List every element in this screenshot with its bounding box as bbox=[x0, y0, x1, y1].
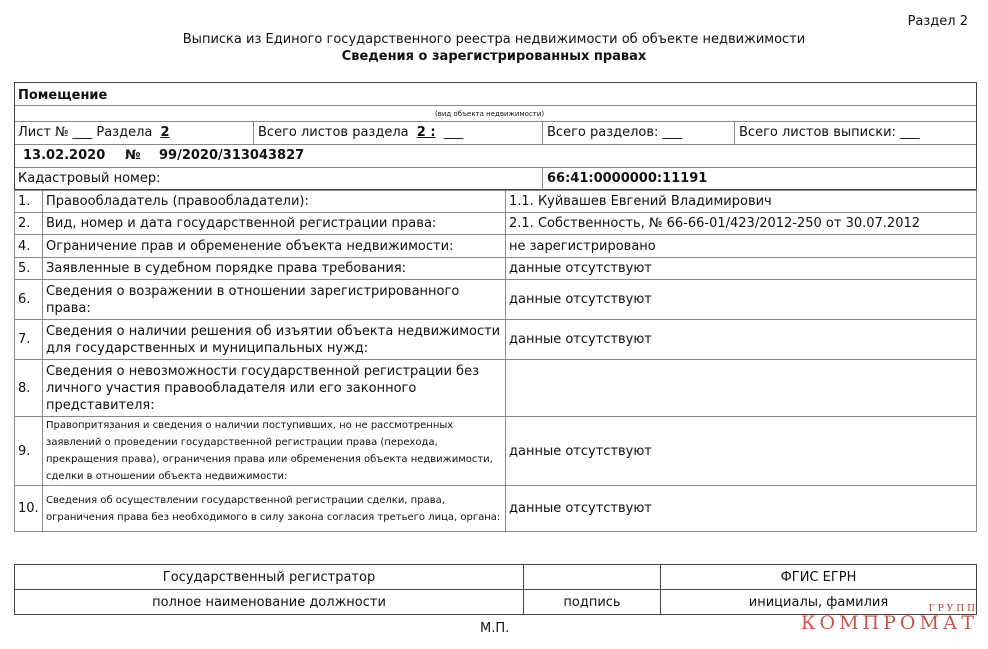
row-number: 8. bbox=[15, 360, 43, 417]
row-number: 4. bbox=[15, 235, 43, 258]
signature-caption: подпись bbox=[524, 590, 661, 615]
document-subtitle: Сведения о зарегистрированных правах bbox=[341, 49, 647, 64]
row-answer: 1.1. Куйвашев Евгений Владимирович bbox=[506, 191, 977, 213]
row-answer bbox=[506, 360, 977, 417]
watermark-small: ГРУПП bbox=[928, 604, 978, 614]
row-number: 1. bbox=[15, 191, 43, 213]
signature-row-bottom bbox=[15, 590, 977, 615]
row-answer: не зарегистрировано bbox=[506, 235, 977, 258]
table-row bbox=[15, 486, 977, 532]
row-answer: 2.1. Собственность, № 66-66-01/423/2012-250 от 30.07.2012 bbox=[506, 213, 977, 235]
row-question: Правопритязания и сведения о наличии поступивших, но не рассмотренных заявлений о проведении государственной регистрации права (перехода, прекращения права), ограничения права или обременения объекта недвижимости, сделки в отношении объекта недвижимости: bbox=[43, 417, 506, 486]
total-sheets-tail: ___ bbox=[443, 125, 464, 140]
total-sheets-label: Всего листов раздела bbox=[258, 125, 409, 140]
registrar-title: Государственный регистратор bbox=[15, 565, 524, 590]
registrar-signature-blank bbox=[524, 565, 661, 590]
row-answer: данные отсутствуют bbox=[506, 280, 977, 320]
cadastral-number: 66:41:0000000:11191 bbox=[547, 171, 708, 186]
total-extract-sheets: Всего листов выписки: ___ bbox=[739, 125, 920, 140]
total-section-sheets bbox=[258, 125, 463, 140]
object-type-caption: (вид объекта недвижимости) bbox=[435, 110, 545, 118]
table-row bbox=[15, 320, 977, 360]
row-question: Сведения об осуществлении государственной регистрации сделки, права, ограничения права без необходимого в силу закона согласия третьего лица, органа: bbox=[43, 486, 506, 532]
name-caption: инициалы, фамилия bbox=[661, 590, 977, 615]
row-number: 2. bbox=[15, 213, 43, 235]
row-number: 5. bbox=[15, 258, 43, 280]
table-row bbox=[15, 213, 977, 235]
table-row bbox=[15, 191, 977, 213]
sheet-number bbox=[18, 125, 174, 140]
table-row bbox=[15, 280, 977, 320]
cadastral-label: Кадастровый номер: bbox=[18, 171, 161, 186]
row-question: Сведения о невозможности государственной регистрации без личного участия правообладателя или его законного представителя: bbox=[43, 360, 506, 417]
row-question: Сведения о наличии решения об изъятии объекта недвижимости для государственных и муниципальных нужд: bbox=[43, 320, 506, 360]
row-number: 10. bbox=[15, 486, 43, 532]
object-header-block bbox=[14, 82, 977, 190]
total-sheets-value: 2 : bbox=[416, 125, 436, 140]
system-name: ФГИС ЕГРН bbox=[661, 565, 977, 590]
object-type: Помещение bbox=[18, 88, 108, 103]
signature-table bbox=[14, 564, 977, 615]
row-answer: данные отсутствуют bbox=[506, 417, 977, 486]
table-row bbox=[15, 258, 977, 280]
table-row bbox=[15, 360, 977, 417]
table-row bbox=[15, 417, 977, 486]
row-question: Сведения о возражении в отношении зарегистрированного права: bbox=[43, 280, 506, 320]
row-question: Правообладатель (правообладатели): bbox=[43, 191, 506, 213]
document-title: Выписка из Единого государственного реестра недвижимости об объекте недвижимости bbox=[182, 32, 806, 47]
row-answer: данные отсутствуют bbox=[506, 320, 977, 360]
row-number: 9. bbox=[15, 417, 43, 486]
row-number: 6. bbox=[15, 280, 43, 320]
watermark-logo: КОМПРОМАТ bbox=[800, 612, 978, 634]
total-sections: Всего разделов: ___ bbox=[547, 125, 683, 140]
extract-date: 13.02.2020 bbox=[23, 148, 106, 163]
row-number: 7. bbox=[15, 320, 43, 360]
extract-number: 99/2020/313043827 bbox=[159, 148, 305, 163]
rights-table bbox=[14, 190, 977, 532]
sheet-label: Лист № ___ Раздела bbox=[18, 125, 153, 140]
stamp-place: М.П. bbox=[480, 621, 510, 636]
number-sign: № bbox=[125, 148, 141, 163]
section-number: Раздел 2 bbox=[907, 14, 968, 29]
row-question: Ограничение прав и обременение объекта недвижимости: bbox=[43, 235, 506, 258]
row-question: Заявленные в судебном порядке права требования: bbox=[43, 258, 506, 280]
table-row bbox=[15, 235, 977, 258]
row-question: Вид, номер и дата государственной регистрации права: bbox=[43, 213, 506, 235]
position-caption: полное наименование должности bbox=[15, 590, 524, 615]
row-answer: данные отсутствуют bbox=[506, 258, 977, 280]
row-answer: данные отсутствуют bbox=[506, 486, 977, 532]
sheet-section-value: 2 bbox=[160, 125, 170, 140]
signature-row-top bbox=[15, 565, 977, 590]
